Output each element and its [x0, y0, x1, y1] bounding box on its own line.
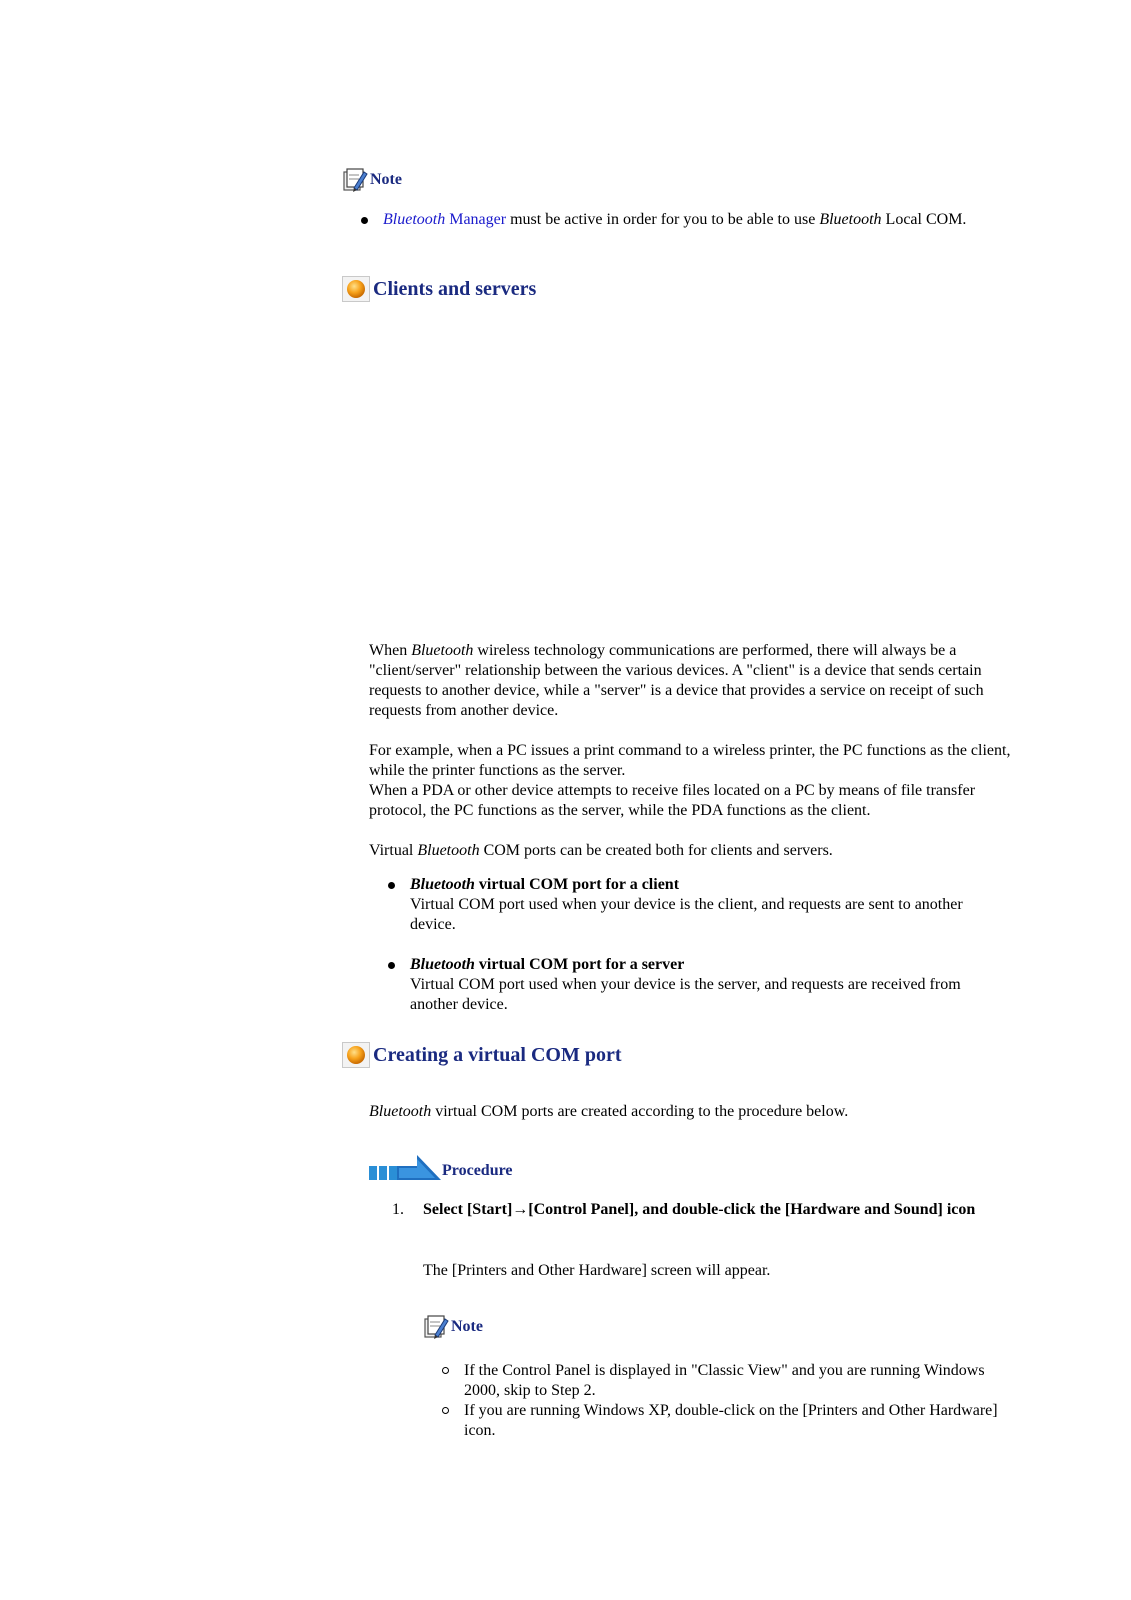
note-label: Note	[451, 1318, 483, 1335]
list-item: Bluetooth Manager must be active in order for you to be able to use Bluetooth Local COM.	[383, 210, 1003, 230]
bullet-description: Virtual COM port used when your device is the client, and requests are sent to another device.	[410, 896, 963, 933]
list-item: Bluetooth virtual COM port for a server Virtual COM port used when your device is the server, and requests are received from another device.	[410, 955, 1010, 1015]
procedure-arrow-icon	[369, 1155, 441, 1181]
procedure-label: Procedure	[442, 1162, 513, 1179]
orange-ball-icon	[342, 276, 370, 302]
step-note-header	[423, 1313, 483, 1341]
procedure-header	[369, 1155, 513, 1181]
paragraph-virtual-ports: Virtual Bluetooth COM ports can be created both for clients and servers.	[369, 842, 833, 859]
hollow-bullet-icon	[442, 1367, 449, 1374]
list-item: Bluetooth virtual COM port for a client Virtual COM port used when your device is the client, and requests are sent to another device.	[410, 875, 1010, 935]
bluetooth-manager-link[interactable]: Bluetooth Manager	[383, 211, 507, 228]
section-heading-clients	[342, 276, 536, 302]
note-header	[342, 166, 402, 194]
paragraph-client-server: When Bluetooth wireless technology communications are performed, there will always be a "client/server" relationship between the various devices. A "client" is a device that sends certain requests to another device, while a "server" is a device that provides a service on receipt of such requests from another device.	[369, 642, 984, 719]
step-result: The [Printers and Other Hardware] screen will appear.	[423, 1262, 771, 1279]
bullet-description: Virtual COM port used when your device is the server, and requests are received from another device.	[410, 976, 961, 1013]
list-item: If the Control Panel is displayed in "Classic View" and you are running Windows 2000, skip to Step 2.	[464, 1361, 1004, 1401]
procedure-intro: Bluetooth virtual COM ports are created according to the procedure below.	[369, 1103, 849, 1120]
step-number: 1.	[392, 1201, 404, 1218]
bullet-icon	[388, 962, 395, 969]
section-title: Clients and servers	[373, 278, 537, 300]
note-pencil-icon	[342, 166, 368, 194]
step-title: Select [Start]→[Control Panel], and double-click the [Hardware and Sound] icon	[423, 1201, 976, 1218]
paragraph-example-1: For example, when a PC issues a print command to a wireless printer, the PC functions as the client, while the printer functions as the server.	[369, 742, 1011, 779]
step-note-list	[464, 1361, 1004, 1441]
list-item: If you are running Windows XP, double-click on the [Printers and Other Hardware] icon.	[464, 1401, 1004, 1441]
hollow-bullet-icon	[442, 1407, 449, 1414]
orange-ball-icon	[342, 1042, 370, 1068]
section-title: Creating a virtual COM port	[373, 1044, 622, 1066]
note-pencil-icon	[423, 1313, 449, 1341]
section-heading-creating	[342, 1042, 622, 1068]
note-label: Note	[370, 171, 402, 188]
bullet-icon	[388, 882, 395, 889]
bullet-icon	[361, 217, 368, 224]
top-note-list	[383, 210, 1003, 230]
paragraph-example-2: When a PDA or other device attempts to receive files located on a PC by means of file transfer protocol, the PC functions as the server, while the PDA functions as the client.	[369, 782, 976, 819]
port-type-list	[410, 875, 1010, 935]
port-type-list	[410, 955, 1010, 1015]
